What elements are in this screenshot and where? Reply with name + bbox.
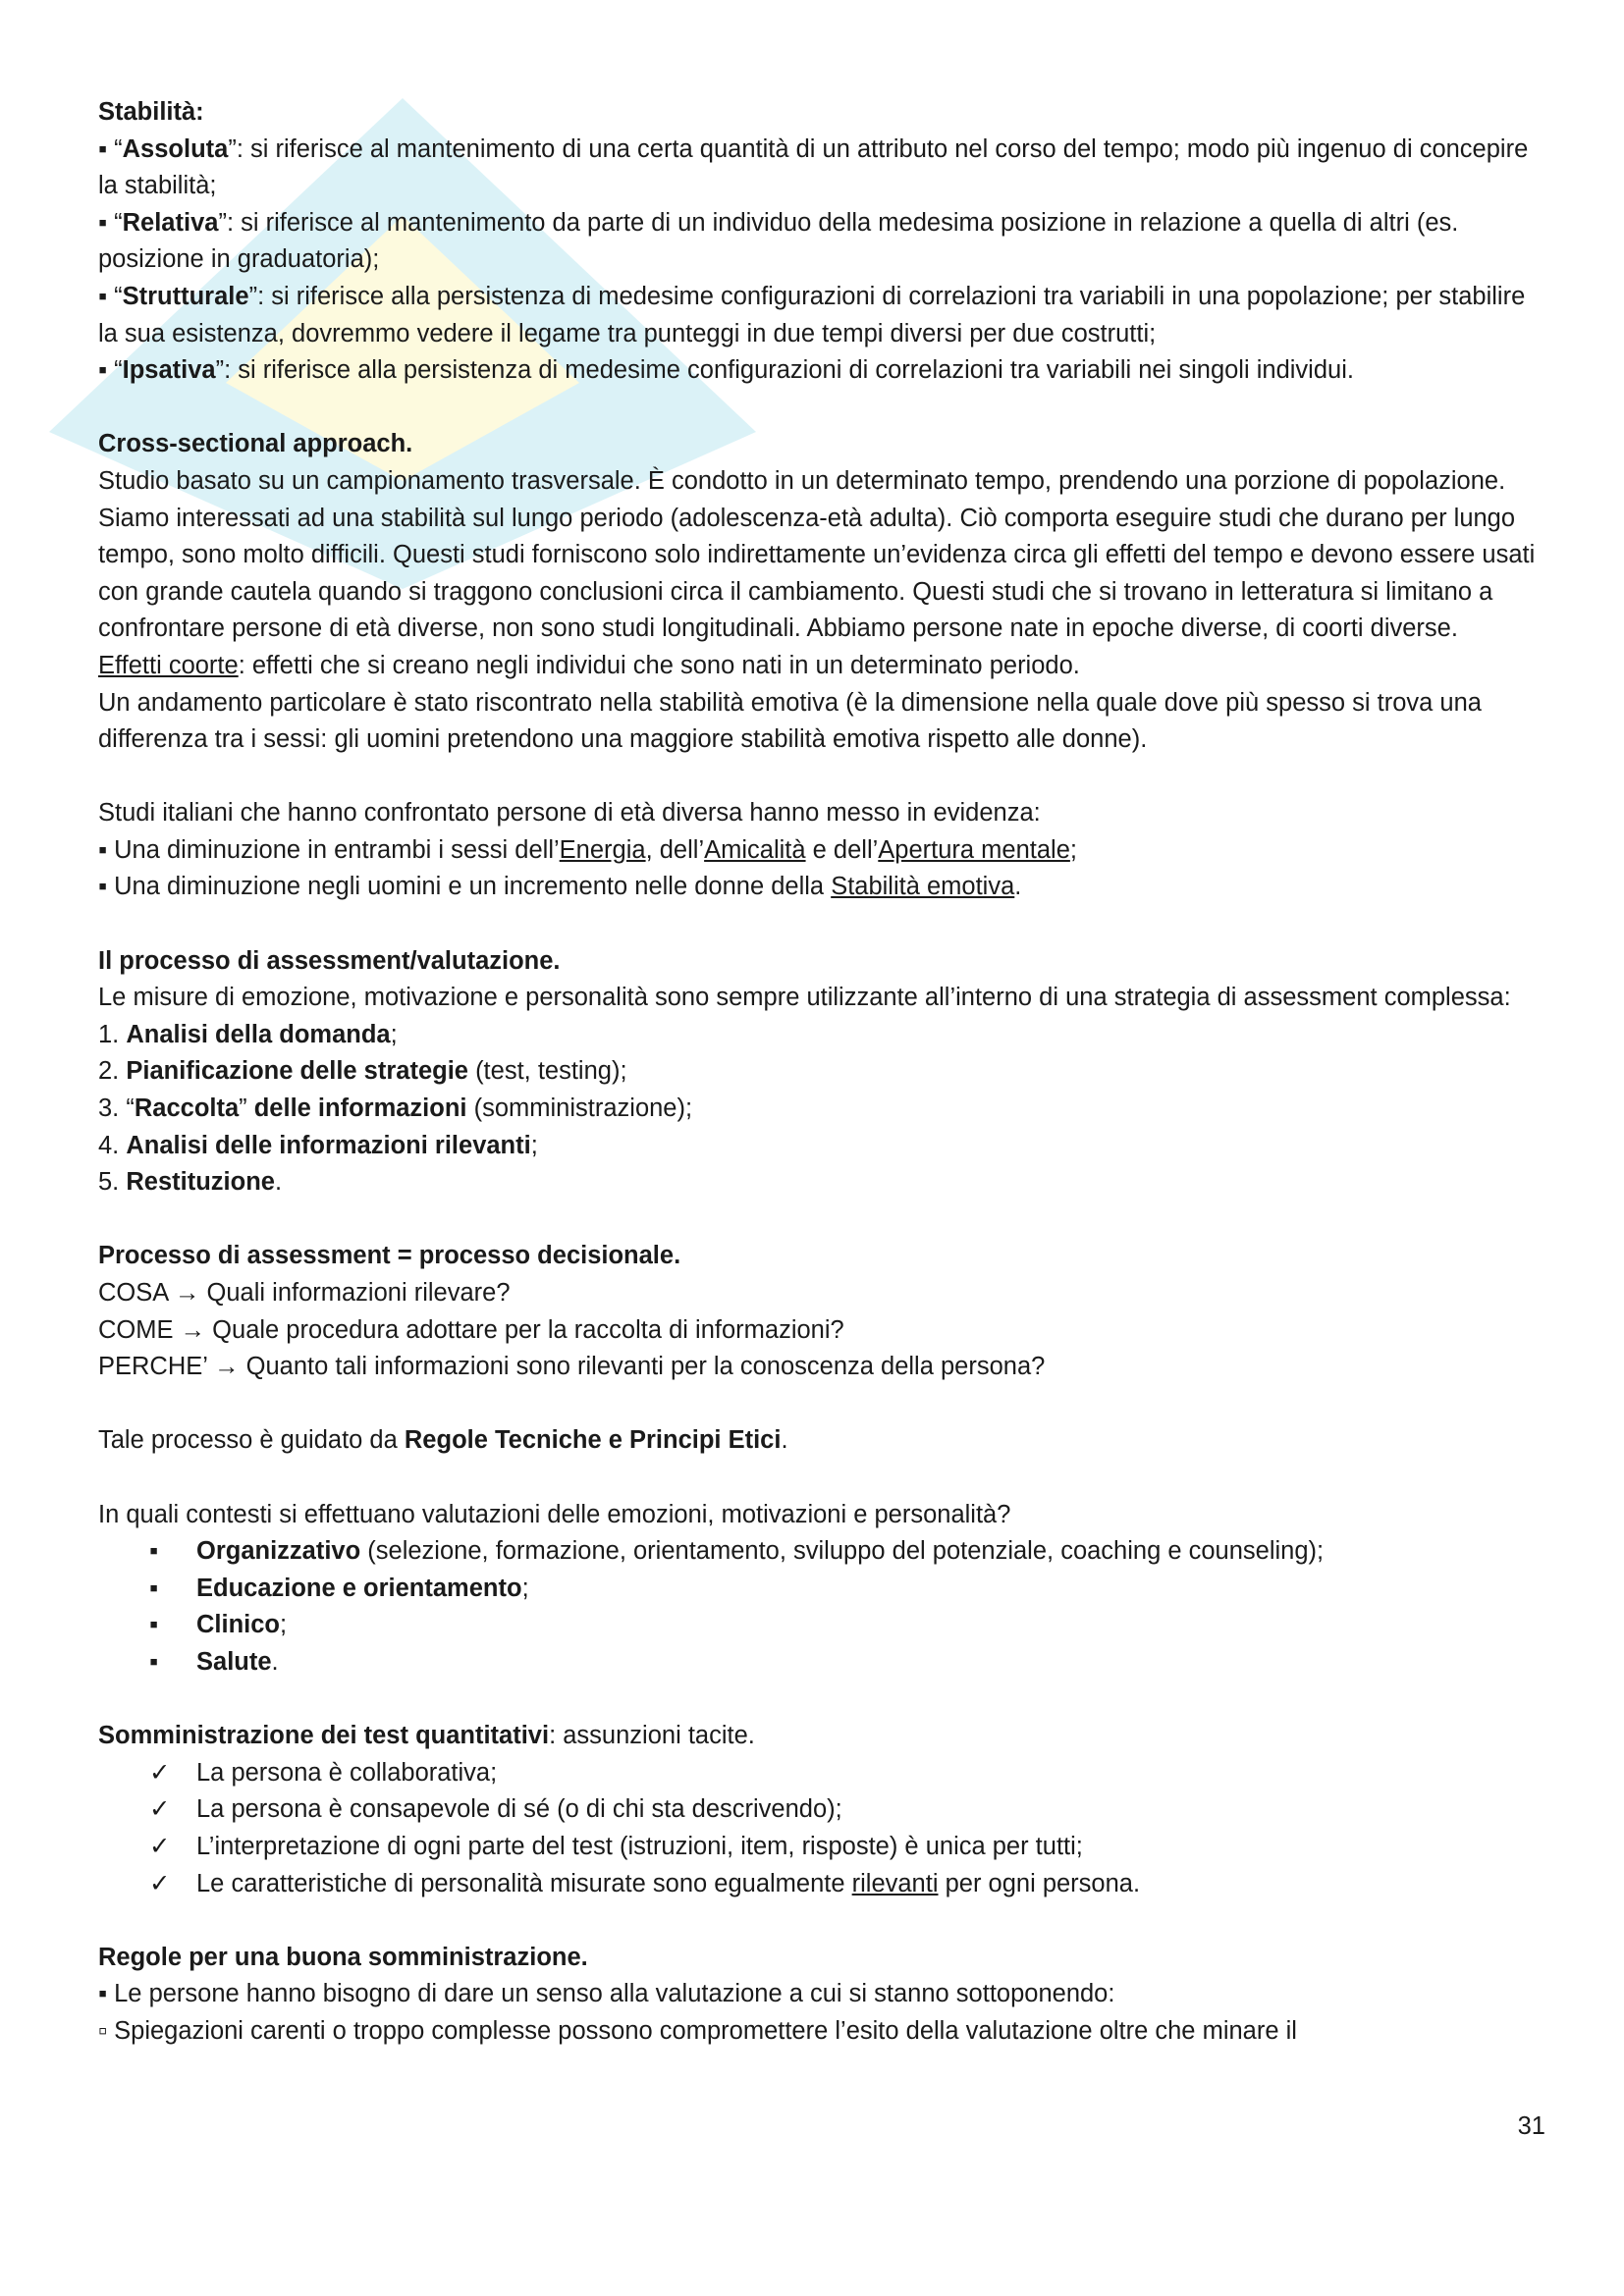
regole-item: ▪ Le persone hanno bisogno di dare un senso alla valutazione a cui si stanno sottoponendo: (98, 1980, 1115, 2008)
checkmark-icon: ✓ (149, 1795, 171, 1824)
somministrazione-title: Somministrazione dei test quantitativi: assunzioni tacite. (98, 1722, 755, 1750)
arrow-icon: → (180, 1315, 206, 1344)
decisionale-row: PERCHE’ → Quanto tali informazioni sono rilevanti per la conoscenza della persona? (98, 1353, 1046, 1381)
checkmark-icon: ✓ (149, 1832, 171, 1860)
page-number: 31 (1517, 2112, 1545, 2140)
checkmark-icon: ✓ (149, 1869, 171, 1897)
contesti-item: ▪ Educazione e orientamento; (98, 1571, 1542, 1608)
contesti-question: In quali contesti si effettuano valutazioni delle emozioni, motivazioni e personalità? (98, 1500, 1011, 1528)
studi-italiani-intro: Studi italiani che hanno confrontato persone di età diversa hanno messo in evidenza: (98, 799, 1041, 828)
stabilita-emotiva-paragraph: Un andamento particolare è stato riscontrato nella stabilità emotiva (è la dimensione nella quale dove più spesso si trova una differenza tra i sessi: gli uomini pretendono una maggiore stabilità emotiva rispetto alle donne). (98, 688, 1482, 754)
studi-italiani-item: ▪ Una diminuzione negli uomini e un incremento nelle donne della Stabilità emotiva. (98, 873, 1022, 901)
square-bullet-icon: ▪ (149, 1647, 159, 1676)
stabilita-item: ▪ “Ipsativa”: si riferisce alla persistenza di medesime configurazioni di correlazioni tra variabili nei singoli individui. (98, 356, 1354, 385)
square-bullet-icon: ▪ (149, 1574, 159, 1602)
contesti-item: ▪ Organizzativo (selezione, formazione, orientamento, sviluppo del potenziale, coaching e counseling); (98, 1533, 1542, 1571)
assunzione-item: ✓ La persona è collaborativa; (98, 1755, 1542, 1792)
processo-step: 5. Restituzione. (98, 1168, 283, 1197)
stabilita-item: ▪ “Strutturale”: si riferisce alla persistenza di medesime configurazioni di correlazioni tra variabili in una popolazione; per stabilire la sua esistenza, dovremmo vedere il legame tra punteggi in due tempi diversi per due costrutti; (98, 282, 1526, 347)
assunzione-item: ✓ Le caratteristiche di personalità misurate sono egualmente rilevanti per ogni persona. (98, 1866, 1542, 1903)
processo-step: 2. Pianificazione delle strategie (test, testing); (98, 1057, 627, 1086)
cross-sectional-title: Cross-sectional approach. (98, 430, 413, 458)
document-page (98, 94, 1542, 2050)
processo-step: 1. Analisi della domanda; (98, 1020, 398, 1048)
stabilita-title: Stabilità: (98, 98, 204, 126)
stabilita-item: ▪ “Assoluta”: si riferisce al mantenimento di una certa quantità di un attributo nel corso del tempo; modo più ingenuo di concepire la stabilità; (98, 134, 1529, 200)
arrow-icon: → (174, 1279, 200, 1307)
contesti-item: ▪ Clinico; (98, 1607, 1542, 1644)
processo-intro: Le misure di emozione, motivazione e personalità sono sempre utilizzante all’interno di una strategia di assessment complessa: (98, 984, 1511, 1012)
regole-title: Regole per una buona somministrazione. (98, 1943, 588, 1971)
guidato-line: Tale processo è guidato da Regole Tecniche e Principi Etici. (98, 1426, 788, 1455)
decisionale-title: Processo di assessment = processo decisionale. (98, 1242, 681, 1270)
processo-step: 3. “Raccolta” delle informazioni (somministrazione); (98, 1095, 693, 1123)
square-bullet-icon: ▪ (149, 1611, 159, 1639)
stabilita-item: ▪ “Relativa”: si riferisce al mantenimento da parte di un individuo della medesima posizione in relazione a quella di altri (es. posizione in graduatoria); (98, 208, 1459, 274)
decisionale-row: COSA → Quali informazioni rilevare? (98, 1279, 511, 1307)
processo-title: Il processo di assessment/valutazione. (98, 946, 561, 975)
checkmark-icon: ✓ (149, 1758, 171, 1787)
processo-step: 4. Analisi delle informazioni rilevanti; (98, 1131, 538, 1159)
studi-italiani-item: ▪ Una diminuzione in entrambi i sessi dell’Energia, dell’Amicalità e dell’Apertura mentale; (98, 835, 1077, 864)
decisionale-row: COME → Quale procedura adottare per la raccolta di informazioni? (98, 1315, 844, 1344)
assunzione-item: ✓ L’interpretazione di ogni parte del test (istruzioni, item, risposte) è unica per tutti; (98, 1829, 1542, 1866)
arrow-icon: → (214, 1353, 240, 1381)
assunzione-item: ✓ La persona è consapevole di sé (o di chi sta descrivendo); (98, 1791, 1542, 1829)
effetti-coorte-line: Effetti coorte: effetti che si creano negli individui che sono nati in un determinato periodo. (98, 651, 1080, 679)
contesti-item: ▪ Salute. (98, 1644, 1542, 1682)
regole-subitem: ▫ Spiegazioni carenti o troppo complesse possono compromettere l’esito della valutazione oltre che minare il (98, 2016, 1297, 2045)
square-bullet-icon: ▪ (149, 1537, 159, 1566)
cross-sectional-paragraph: Studio basato su un campionamento trasversale. È condotto in un determinato tempo, prendendo una porzione di popolazione. Siamo interessati ad una stabilità sul lungo periodo (adolescenza-età adulta). Ciò comporta eseguire studi che durano per lungo tempo, sono molto difficili. Questi studi forniscono solo indirettamente un’evidenza circa gli effetti del tempo e devono essere usati con grande cautela quando si traggono conclusioni circa il cambiamento. Questi studi che si trovano in letteratura si limitano a confrontare persone di età diverse, non sono studi longitudinali. Abbiamo persone nate in epoche diverse, di coorti diverse. (98, 466, 1536, 643)
